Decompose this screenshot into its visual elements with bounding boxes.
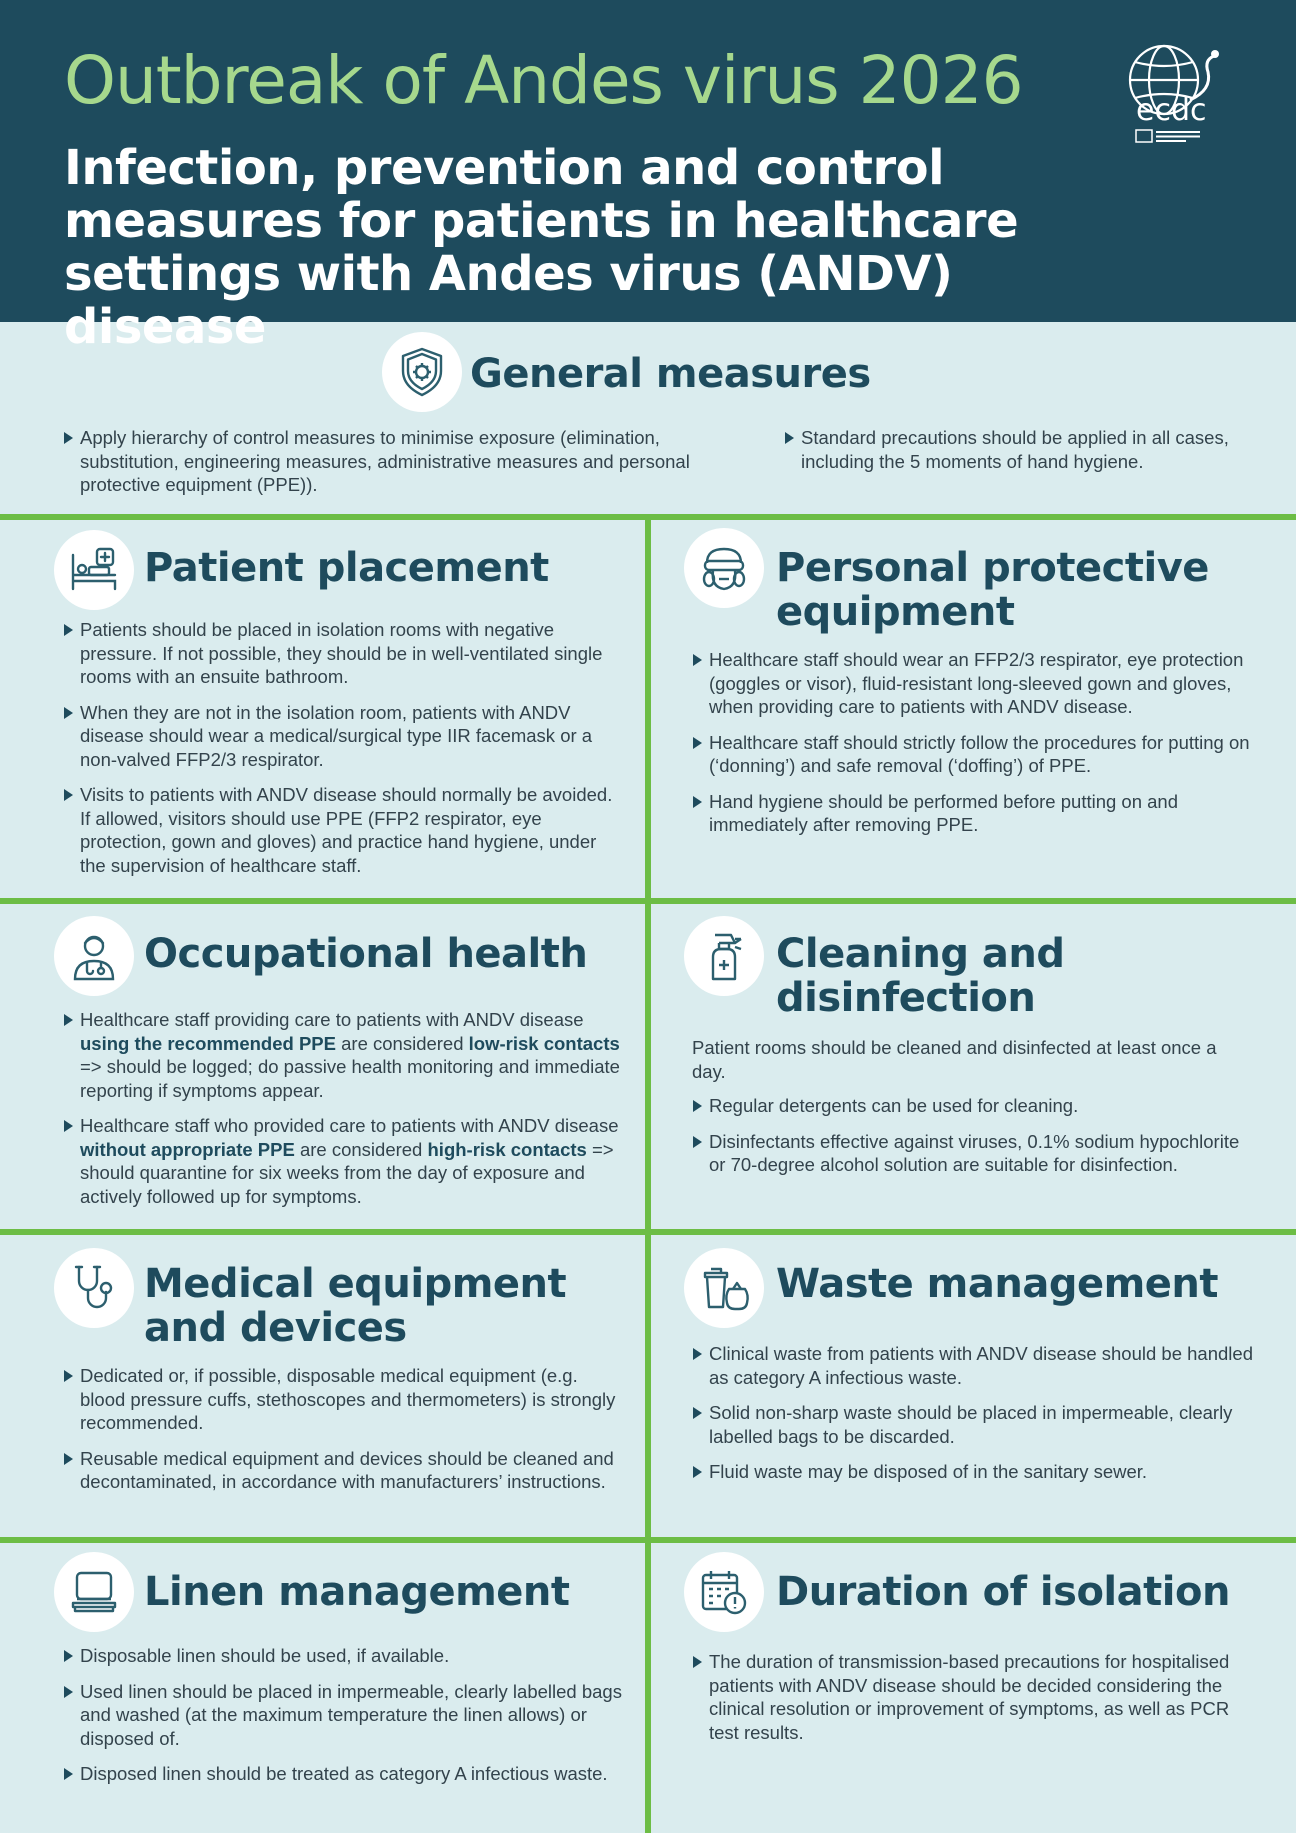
list-item: The duration of transmission-based precautions for hospitalised patients with ANDV disease should be decided considering the clinical resolution or improvement of symptoms, as well as PCR test results. (693, 1650, 1253, 1744)
spray-bottle-icon (684, 916, 764, 996)
occupational-health-title: Occupational health (144, 931, 588, 977)
divider (0, 1537, 1296, 1543)
occupational-health-list (64, 1008, 620, 1220)
page-title: Outbreak of Andes virus 2026 (64, 42, 1023, 119)
medical-equipment-list (64, 1364, 624, 1506)
cleaning-intro: Patient rooms should be cleaned and disinfected at least once a day. (692, 1037, 1217, 1082)
general-measures-list-left (64, 426, 714, 509)
duration-of-isolation-title: Duration of isolation (776, 1569, 1230, 1615)
list-item: Healthcare staff providing care to patients with ANDV disease using the recommended PPE are considered low-risk contacts => should be logged; do passive health monitoring and immediate reporting if symptoms appear. (64, 1008, 620, 1102)
divider (0, 1229, 1296, 1235)
list-item: Disposed linen should be treated as category A infectious waste. (64, 1762, 624, 1786)
ecdc-logo (1116, 42, 1246, 158)
waste-bin-icon (684, 1248, 764, 1328)
list-item: Healthcare staff should strictly follow the procedures for putting on (‘donning’) and safe removal (‘doffing’) of PPE. (693, 731, 1253, 778)
list-item: Reusable medical equipment and devices should be cleaned and decontaminated, in accordance with manufacturers’ instructions. (64, 1447, 624, 1494)
logo-text: ecdc (1136, 93, 1207, 128)
list-item: Patients should be placed in isolation rooms with negative pressure. If not possible, they should be in well-ventilated single rooms with an ensuite bathroom. (64, 618, 620, 689)
ppe-title-line1: Personal protective (776, 545, 1209, 591)
divider (0, 898, 1296, 904)
cleaning-title-line1: Cleaning and (776, 931, 1065, 977)
list-item: Healthcare staff who provided care to patients with ANDV disease without appropriate PPE are considered high-risk contacts => should quarantine for six weeks from the day of exposure and actively followed up for symptoms. (64, 1114, 620, 1208)
cleaning-title (776, 932, 1065, 1020)
list-item: Visits to patients with ANDV disease should normally be avoided. If allowed, visitors should use PPE (FFP2 respirator, eye protection, gown and gloves) and practice hand hygiene, under the supervision of healthcare staff. (64, 783, 620, 877)
list-item: Apply hierarchy of control measures to minimise exposure (elimination, substitution, engineering measures, administrative measures and personal protective equipment (PPE)). (64, 426, 714, 497)
list-item: Hand hygiene should be performed before putting on and immediately after removing PPE. (693, 790, 1253, 837)
header-banner (0, 0, 1296, 355)
ppe-title-line2: equipment (776, 589, 1015, 635)
shield-virus-icon (382, 332, 462, 412)
waste-management-list (693, 1342, 1253, 1496)
linen-stack-icon (54, 1552, 134, 1632)
waste-management-title: Waste management (776, 1261, 1218, 1307)
stethoscope-icon (54, 1248, 134, 1328)
duration-of-isolation-list (693, 1650, 1253, 1756)
list-item: Solid non-sharp waste should be placed in impermeable, clearly labelled bags to be discarded. (693, 1401, 1253, 1448)
list-item: Used linen should be placed in impermeable, clearly labelled bags and washed (at the maximum temperature the linen allows) or disposed of. (64, 1680, 624, 1751)
list-item: Disinfectants effective against viruses, 0.1% sodium hypochlorite or 70-degree alcohol solution are suitable for disinfection. (693, 1130, 1253, 1177)
patient-placement-title: Patient placement (144, 545, 549, 591)
list-item: Clinical waste from patients with ANDV disease should be handled as category A infectious waste. (693, 1342, 1253, 1389)
column-divider (645, 520, 651, 1833)
list-item: Fluid waste may be disposed of in the sanitary sewer. (693, 1460, 1253, 1484)
list-item: Standard precautions should be applied in all cases, including the 5 moments of hand hygiene. (785, 426, 1255, 473)
list-item: Dedicated or, if possible, disposable medical equipment (e.g. blood pressure cuffs, stethoscopes and thermometers) is strongly recommended. (64, 1364, 624, 1435)
list-item: Healthcare staff should wear an FFP2/3 respirator, eye protection (goggles or visor), fluid-resistant long-sleeved gown and gloves, when providing care to patients with ANDV disease. (693, 648, 1253, 719)
list-item: When they are not in the isolation room, patients with ANDV disease should wear a medical/surgical type IIR facemask or a non-valved FFP2/3 respirator. (64, 701, 620, 772)
linen-management-list (64, 1644, 624, 1798)
healthcare-worker-icon (54, 916, 134, 996)
general-measures-list-right (785, 426, 1255, 485)
general-measures-title: General measures (470, 351, 871, 397)
linen-management-title: Linen management (144, 1569, 570, 1615)
list-item: Regular detergents can be used for cleaning. (693, 1094, 1253, 1118)
cleaning-title-line2: disinfection (776, 975, 1036, 1021)
ppe-title (776, 546, 1209, 634)
medical-title-line1: Medical equipment (144, 1261, 567, 1307)
hospital-bed-icon (54, 530, 134, 610)
ppe-list (693, 648, 1253, 849)
medical-title-line2: and devices (144, 1305, 407, 1351)
medical-equipment-title (144, 1262, 566, 1350)
calendar-alert-icon (684, 1552, 764, 1632)
cleaning-list (693, 1094, 1253, 1189)
patient-placement-list (64, 618, 620, 889)
respirator-mask-icon (684, 528, 764, 608)
list-item: Disposable linen should be used, if available. (64, 1644, 624, 1668)
page-subtitle: Infection, prevention and control measures for patients in healthcare settings with Andes virus (ANDV) disease (64, 140, 1019, 355)
